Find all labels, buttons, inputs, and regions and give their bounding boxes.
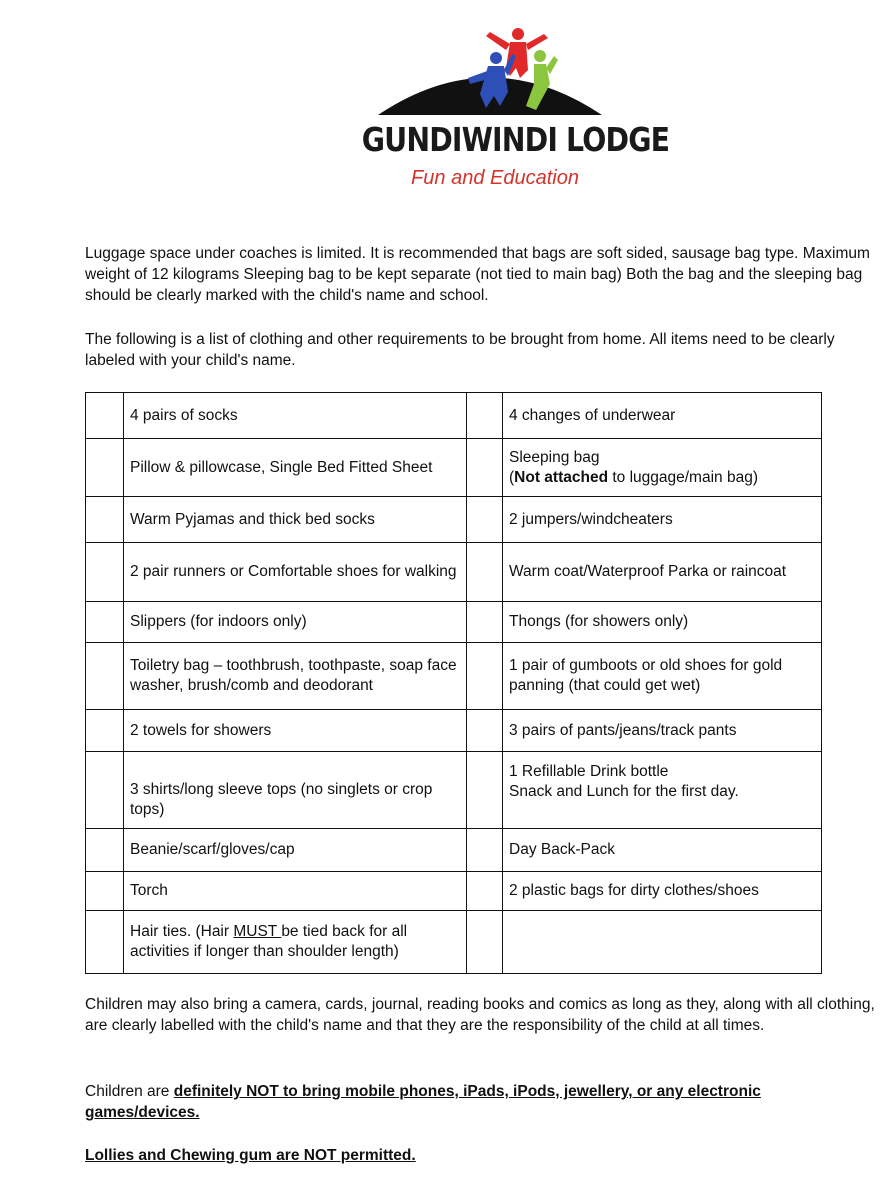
table-row [86,829,822,872]
table-row [86,497,822,543]
logo-subtitle: Fun and Education [411,167,579,189]
requirements-table [85,392,822,974]
item-right-line: (Not attached to luggage/main bag) [509,468,758,486]
gundiwindi-logo [340,20,670,189]
checkbox-cell [467,602,503,643]
checkbox-cell [86,602,124,643]
outro-paragraph-prohibited-devices: Children are definitely NOT to bring mobile phones, iPads, iPods, jewellery, or any electronic games/devices. [85,1083,761,1121]
table-row [86,872,822,911]
checkbox-cell [86,643,124,710]
item-right: 4 changes of underwear [503,393,822,439]
checkbox-cell [467,872,503,911]
item-left: 2 pair runners or Comfortable shoes for walking [124,543,467,602]
logo-emblem [340,20,650,130]
item-right: Thongs (for showers only) [503,602,822,643]
checkbox-cell [467,911,503,974]
checkbox-cell [467,439,503,497]
checkbox-cell [86,439,124,497]
item-left: 3 shirts/long sleeve tops (no singlets or crop tops) [124,752,467,829]
item-left: Hair ties. (Hair MUST be tied back for all activities if longer than shoulder length) [124,911,467,974]
checkbox-cell [467,829,503,872]
checkbox-cell [86,752,124,829]
checkbox-cell [86,393,124,439]
table-row [86,710,822,752]
table-row [86,911,822,974]
checkbox-cell [86,543,124,602]
item-right [503,439,822,497]
item-right [503,911,822,974]
checkbox-cell [467,543,503,602]
table-row [86,602,822,643]
item-left: Warm Pyjamas and thick bed socks [124,497,467,543]
checkbox-cell [86,872,124,911]
table-row [86,393,822,439]
outro-lollies-notice: Lollies and Chewing gum are NOT permitted. [85,1147,416,1164]
item-left: Beanie/scarf/gloves/cap [124,829,467,872]
item-left: Pillow & pillowcase, Single Bed Fitted Sheet [124,439,467,497]
checkbox-cell [467,393,503,439]
item-right-line: 1 Refillable Drink bottle [509,763,669,780]
item-left: Torch [124,872,467,911]
checkbox-cell [86,497,124,543]
item-left: 2 towels for showers [124,710,467,752]
item-right: Day Back-Pack [503,829,822,872]
prohibited-devices-text: definitely NOT to bring mobile phones, iPads, iPods, jewellery, or any electronic games/devices. [85,1083,761,1121]
item-right-line: Sleeping bag [509,448,600,466]
item-right: 2 jumpers/windcheaters [503,497,822,543]
outro-paragraph-allowed-items: Children may also bring a camera, cards, journal, reading books and comics as long as they, along with all clothing, are clearly labelled with the child's name and that they are the responsibility of the child at all times. [85,996,875,1034]
item-right-line: Snack and Lunch for the first day. [509,783,739,800]
checkbox-cell [86,710,124,752]
item-right: 1 pair of gumboots or old shoes for gold panning (that could get wet) [503,643,822,710]
item-left: Toiletry bag – toothbrush, toothpaste, soap face washer, brush/comb and deodorant [124,643,467,710]
item-right [503,752,822,829]
checkbox-cell [467,497,503,543]
item-left: Slippers (for indoors only) [124,602,467,643]
table-row [86,752,822,829]
item-right: 2 plastic bags for dirty clothes/shoes [503,872,822,911]
checkbox-cell [467,752,503,829]
checkbox-cell [86,829,124,872]
intro-paragraph-requirements: The following is a list of clothing and other requirements to be brought from home. All items need to be clearly labeled with your child's name. [85,331,835,369]
checkbox-cell [86,911,124,974]
item-right: Warm coat/Waterproof Parka or raincoat [503,543,822,602]
table-row [86,439,822,497]
checkbox-cell [467,643,503,710]
logo-title: GUNDIWINDI LODGE [361,120,670,159]
item-right: 3 pairs of pants/jeans/track pants [503,710,822,752]
table-row [86,543,822,602]
item-left: 4 pairs of socks [124,393,467,439]
table-row [86,643,822,710]
intro-paragraph-luggage: Luggage space under coaches is limited. It is recommended that bags are soft sided, sausage bag type. Maximum weight of 12 kilograms Sleeping bag to be kept separate (not tied to main bag) Both the bag and the sleeping bag should be clearly marked with the child's name and school. [85,245,870,304]
underlined-text: MUST [233,923,282,940]
emphasis-text: Not attached [514,468,609,486]
checkbox-cell [467,710,503,752]
